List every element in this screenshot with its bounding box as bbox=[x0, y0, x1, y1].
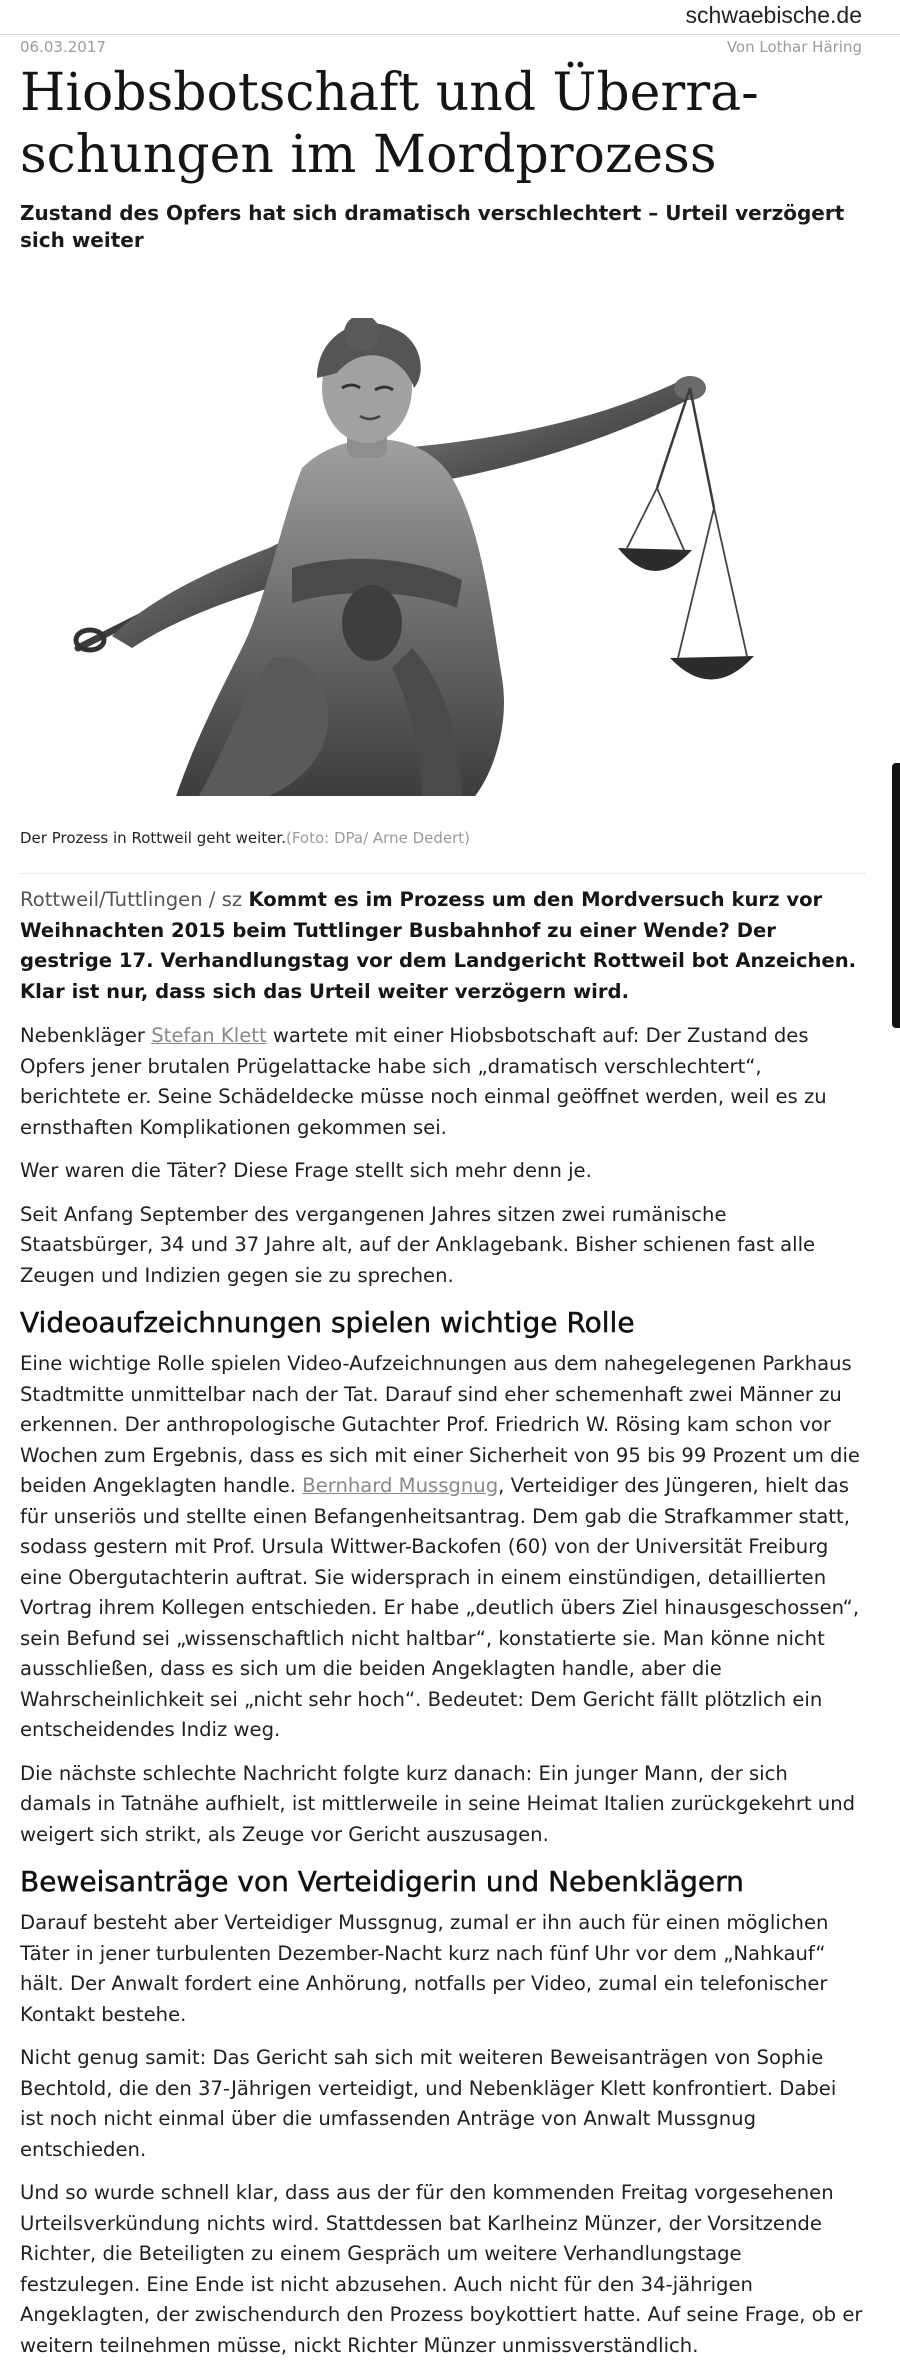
paragraph: Nicht genug samit: Das Gericht sah sich mit weiteren Beweisanträgen von Sophie Bechtold, die den 37-Jährigen verteidigt, und Nebenkläger Klett konfrontiert. Dabei ist noch nicht einmal über die umfassenden Anträge von Anwalt Mussgnug entschieden. bbox=[20, 2046, 837, 2161]
paragraph bbox=[20, 1021, 865, 1143]
author-byline: Von Lothar Häring bbox=[726, 38, 862, 56]
person-link-stefan-klett[interactable]: Stefan Klett bbox=[151, 1024, 267, 1047]
lead-text: Kommt es im Prozess um den Mordversuch kurz vor Weihnachten 2015 beim Tuttlinger Busbahnhof zu einer Wende? Der gestrige 17. Verhandlungstag vor dem Landgericht Rottweil bot Anzeichen. Klar ist nur, dass sich das Urteil weiter verzögern wird. bbox=[20, 888, 857, 1003]
paragraph: Wer waren die Täter? Diese Frage stellt sich mehr denn je. bbox=[20, 1159, 592, 1182]
photo-credit: (Foto: DPa/ Arne Dedert) bbox=[285, 829, 471, 847]
section-heading: Beweisanträge von Verteidigerin und Nebenklägern bbox=[20, 1865, 744, 1898]
caption-divider bbox=[20, 873, 865, 874]
dateline: Rottweil/Tuttlingen / sz bbox=[20, 888, 243, 911]
article-body bbox=[20, 885, 865, 2374]
paragraph: Die nächste schlechte Nachricht folgte kurz danach: Ein junger Mann, der sich damals in Tatnähe aufhielt, ist mittlerweile in seine Heimat Italien zurückgekehrt und weigert sich strikt, als Zeuge vor Gericht auszusagen. bbox=[20, 1761, 856, 1846]
subheadline: Zustand des Opfers hat sich dramatisch verschlechtert – Urteil verzögert sich weiter bbox=[20, 201, 845, 252]
article-meta bbox=[20, 38, 862, 56]
paragraph-text: wartete mit einer Hiobsbotschaft auf: Der Zustand des Opfers jener brutalen Prügelattacke habe sich „dramatisch verschlechtert“, berichtete er. Seine Schädeldecke müsse noch einmal geöffnet werden, weil es zu ernsthaften Komplikationen gekommen sei. bbox=[20, 1024, 827, 1139]
site-name[interactable]: schwaebische.de bbox=[685, 2, 862, 28]
person-link-bernhard-mussgnug[interactable]: Bernhard Mussgnug bbox=[302, 1474, 499, 1497]
paragraph-text: Eine wichtige Rolle spielen Video-Aufzeichnungen aus dem nahegelegenen Parkhaus Stadtmitte unmittelbar nach der Tat. Darauf sind eher schemenhaft zwei Männer zu erkennen. Der anthropologische Gutachter Prof. Friedrich W. Rösing kam schon vor Wochen zum Ergebnis, dass es sich mit einer Sicherheit von 95 bis 99 Prozent um die beiden Angeklagten handle. bbox=[20, 1352, 860, 1497]
caption-text: Der Prozess in Rottweil geht weiter. bbox=[20, 829, 286, 847]
scrollbar-thumb[interactable] bbox=[892, 763, 900, 1028]
paragraph bbox=[20, 1349, 865, 1746]
paragraph-text: , Verteidiger des Jüngeren, hielt das für unseriös und stellte einen Befangenheitsantrag. Dem gab die Strafkammer statt, sodass gestern mit Prof. Ursula Wittwer-Backofen (60) von der Universität Freiburg eine Obergutachterin auftrat. Sie widersprach in einem einstündigen, detaillierten Vortrag ihrem Kollegen entschieden. Er habe „deutlich übers Ziel hinausgeschossen“, sein Befund sei „wissenschaftlich nicht haltbar“, konstatierte sie. Man könne nicht ausschließen, dass es sich um die beiden Angeklagten handle, aber die Wahrscheinlichkeit sei „nicht sehr hoch“. Bedeutet: Dem Gericht fällt plötzlich ein entscheidendes Indiz weg. bbox=[20, 1474, 860, 1741]
section-heading: Videoaufzeichnungen spielen wichtige Rolle bbox=[20, 1306, 635, 1339]
header-divider bbox=[0, 34, 900, 35]
publish-date: 06.03.2017 bbox=[20, 38, 106, 56]
image-caption bbox=[20, 829, 470, 847]
paragraph: Seit Anfang September des vergangenen Jahres sitzen zwei rumänische Staatsbürger, 34 und 37 Jahre alt, auf der Anklagebank. Bisher schienen fast alle Zeugen und Indizien gegen sie zu sprechen. bbox=[20, 1202, 816, 1287]
paragraph: Darauf besteht aber Verteidiger Mussgnug, zumal er ihn auch für einen möglichen Täter in jener turbulenten Dezember-Nacht kurz nach fünf Uhr vor dem „Nahkauf“ hält. Der Anwalt fordert eine Anhörung, notfalls per Video, zumal ein telefonischer Kontakt bestehe. bbox=[20, 1911, 829, 2026]
paragraph: Und so wurde schnell klar, dass aus der für den kommenden Freitag vorgesehenen Urteilsverkündung nichts wird. Stattdessen bat Karlheinz Münzer, der Vorsitzende Richter, die Beteiligten zu einem Gespräch um weitere Verhandlungstage festzulegen. Eine Ende ist nicht abzusehen. Auch nicht für den 34-jährigen Angeklagten, der zwischendurch den Prozess boykottiert hatte. Auf seine Frage, ob er weitern teilnehmen müsse, nickt Richter Münzer unmissverständlich. bbox=[20, 2181, 863, 2357]
justitia-statue-image bbox=[42, 318, 852, 808]
lead-paragraph bbox=[20, 885, 865, 1007]
paragraph-text: Nebenkläger bbox=[20, 1024, 152, 1047]
headline: Hiobsbotschaft und Überra- schungen im Mordprozess bbox=[20, 63, 759, 185]
